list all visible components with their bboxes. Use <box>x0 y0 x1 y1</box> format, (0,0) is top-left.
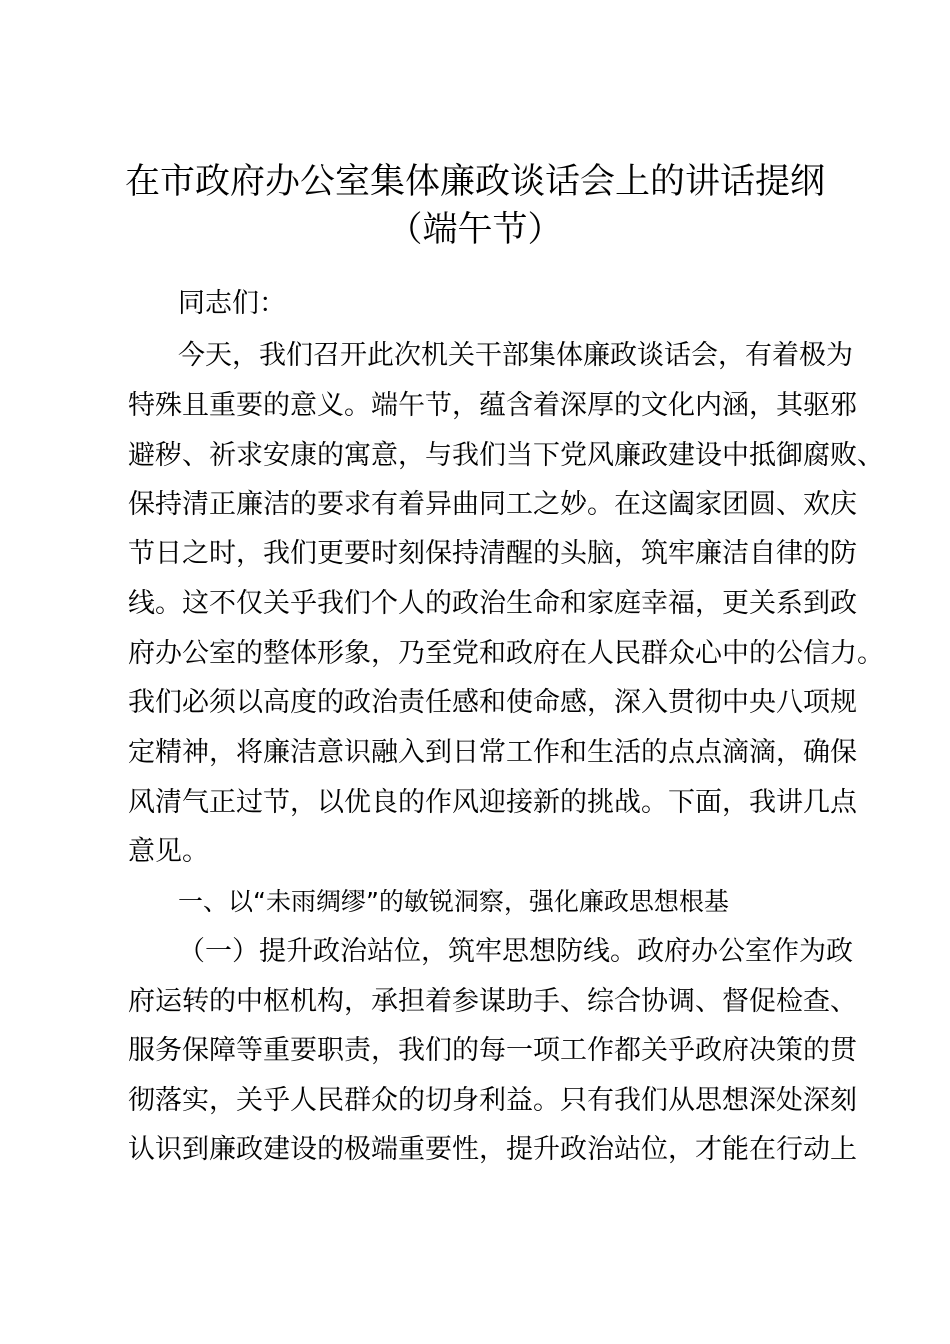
paragraph-1-line: 保持清正廉洁的要求有着异曲同工之妙。在这阖家团圆、欢庆 <box>128 489 857 520</box>
paragraph-1-line: 节日之时，我们更要时刻保持清醒的头脑，筑牢廉洁自律的防 <box>128 538 857 569</box>
document-title-line-1: 在市政府办公室集体廉政谈话会上的讲话提纲 <box>124 162 825 202</box>
salutation: 同志们： <box>178 288 286 319</box>
paragraph-1-line: 线。这不仅关乎我们个人的政治生命和家庭幸福，更关系到政 <box>128 588 857 619</box>
paragraph-1-line: 定精神，将廉洁意识融入到日常工作和生活的点点滴滴，确保 <box>128 737 857 768</box>
paragraph-1-line: 风清气正过节，以优良的作风迎接新的挑战。下面，我讲几点 <box>128 787 857 818</box>
paragraph-1-line: 意见。 <box>128 836 209 867</box>
paragraph-2-line: 彻落实，关乎人民群众的切身利益。只有我们从思想深处深刻 <box>128 1085 857 1116</box>
section-heading-1: 一、以“未雨绸缪”的敏锐洞察，强化廉政思想根基 <box>178 887 729 916</box>
paragraph-2-line: 服务保障等重要职责，我们的每一项工作都关乎政府决策的贯 <box>128 1035 857 1066</box>
paragraph-2-line: 认识到廉政建设的极端重要性，提升政治站位，才能在行动上 <box>128 1134 857 1165</box>
document-title-line-2: （端午节） <box>387 210 563 250</box>
paragraph-1-line: 今天，我们召开此次机关干部集体廉政谈话会，有着极为 <box>178 340 853 371</box>
paragraph-1-line: 我们必须以高度的政治责任感和使命感，深入贯彻中央八项规 <box>128 687 857 718</box>
paragraph-2-line: 府运转的中枢机构，承担着参谋助手、综合协调、督促检查、 <box>128 986 857 1017</box>
paragraph-1-line: 府办公室的整体形象，乃至党和政府在人民群众心中的公信力。 <box>128 638 884 669</box>
paragraph-1-line: 特殊且重要的意义。端午节，蕴含着深厚的文化内涵，其驱邪 <box>128 390 857 421</box>
paragraph-2-line: （一）提升政治站位，筑牢思想防线。政府办公室作为政 <box>178 936 853 967</box>
paragraph-1-line: 避秽、祈求安康的寓意，与我们当下党风廉政建设中抵御腐败、 <box>128 440 884 471</box>
